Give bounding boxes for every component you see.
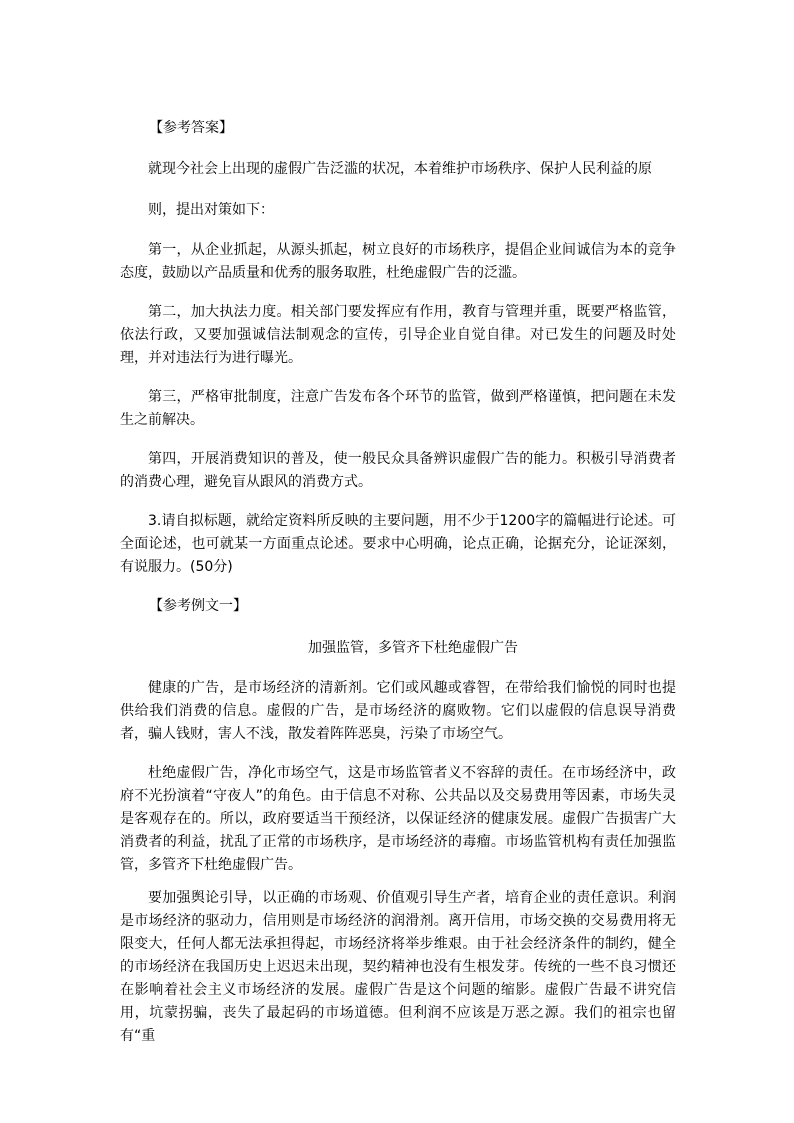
example-heading: 【参考例文一】 xyxy=(149,598,247,614)
measure-paragraph-4: 第四，开展消费知识的普及，使一般民众具备辨识虚假广告的能力。积极引导消费者的消费心理，避免盲从跟风的消费方式。 xyxy=(120,451,676,490)
essay-title: 加强监管，多管齐下杜绝虚假广告 xyxy=(308,640,518,656)
answer-heading: 【参考答案】 xyxy=(149,120,233,136)
essay-paragraph-2: 杜绝虚假广告，净化市场空气，这是市场监管者义不容辞的责任。在市场经济中，政府不光扮演着“守夜人”的角色。由于信息不对称、公共品以及交易费用等因素，市场失灵是客观存在的。所以，政府要适当干预经济，以保证经济的健康发展。虚假广告损害广大消费者的利益，扰乱了正常的市场秩序，是市场经济的毒瘤。市场监管机构有责任加强监管，多管齐下杜绝虚假广告。 xyxy=(120,765,676,873)
essay-paragraph-1: 健康的广告，是市场经济的清新剂。它们或风趣或睿智，在带给我们愉悦的同时也提供给我们消费的信息。虚假的广告，是市场经济的腐败物。它们以虚假的信息误导消费者，骗人钱财，害人不浅，散发着阵阵恶臭，污染了市场空气。 xyxy=(120,680,676,742)
essay-paragraph-3: 要加强舆论引导，以正确的市场观、价值观引导生产者，培育企业的责任意识。利润是市场经济的驱动力，信用则是市场经济的润滑剂。离开信用，市场交换的交易费用将无限变大，任何人都无法承担得起，市场经济将举步维艰。由于社会经济条件的制约，健全的市场经济在我国历史上迟迟未出现，契约精神也没有生根发芽。传统的一些不良习惯还在影响着社会主义市场经济的发展。虚假广告是这个问题的缩影。虚假广告最不讲究信用，坑蒙拐骗，丧失了最起码的市场道德。但利润不应该是万恶之源。我们的祖宗也留有“重 xyxy=(120,890,676,1044)
intro-line-2: 则，提出对策如下： xyxy=(148,202,274,218)
measure-paragraph-1: 第一，从企业抓起，从源头抓起，树立良好的市场秩序，提倡企业间诚信为本的竞争态度，鼓励以产品质量和优秀的服务取胜，杜绝虚假广告的泛滥。 xyxy=(120,242,676,281)
question-3-paragraph: 3.请自拟标题，就给定资料所反映的主要问题，用不少于1200字的篇幅进行论述。可全面论述，也可就某一方面重点论述。要求中心明确，论点正确，论据充分，论证深刻，有说服力。(50分) xyxy=(120,513,676,575)
measure-paragraph-2: 第二，加大执法力度。相关部门要发挥应有作用，教育与管理并重，既要严格监管，依法行政，又要加强诚信法制观念的宣传，引导企业自觉自律。对已发生的问题及时处理，并对违法行为进行曝光。 xyxy=(120,304,676,366)
intro-line-1: 就现今社会上出现的虚假广告泛滥的状况，本着维护市场秩序、保护人民利益的原 xyxy=(148,161,652,177)
measure-paragraph-3: 第三，严格审批制度，注意广告发布各个环节的监管，做到严格谨慎，把问题在未发生之前解决。 xyxy=(120,389,676,428)
